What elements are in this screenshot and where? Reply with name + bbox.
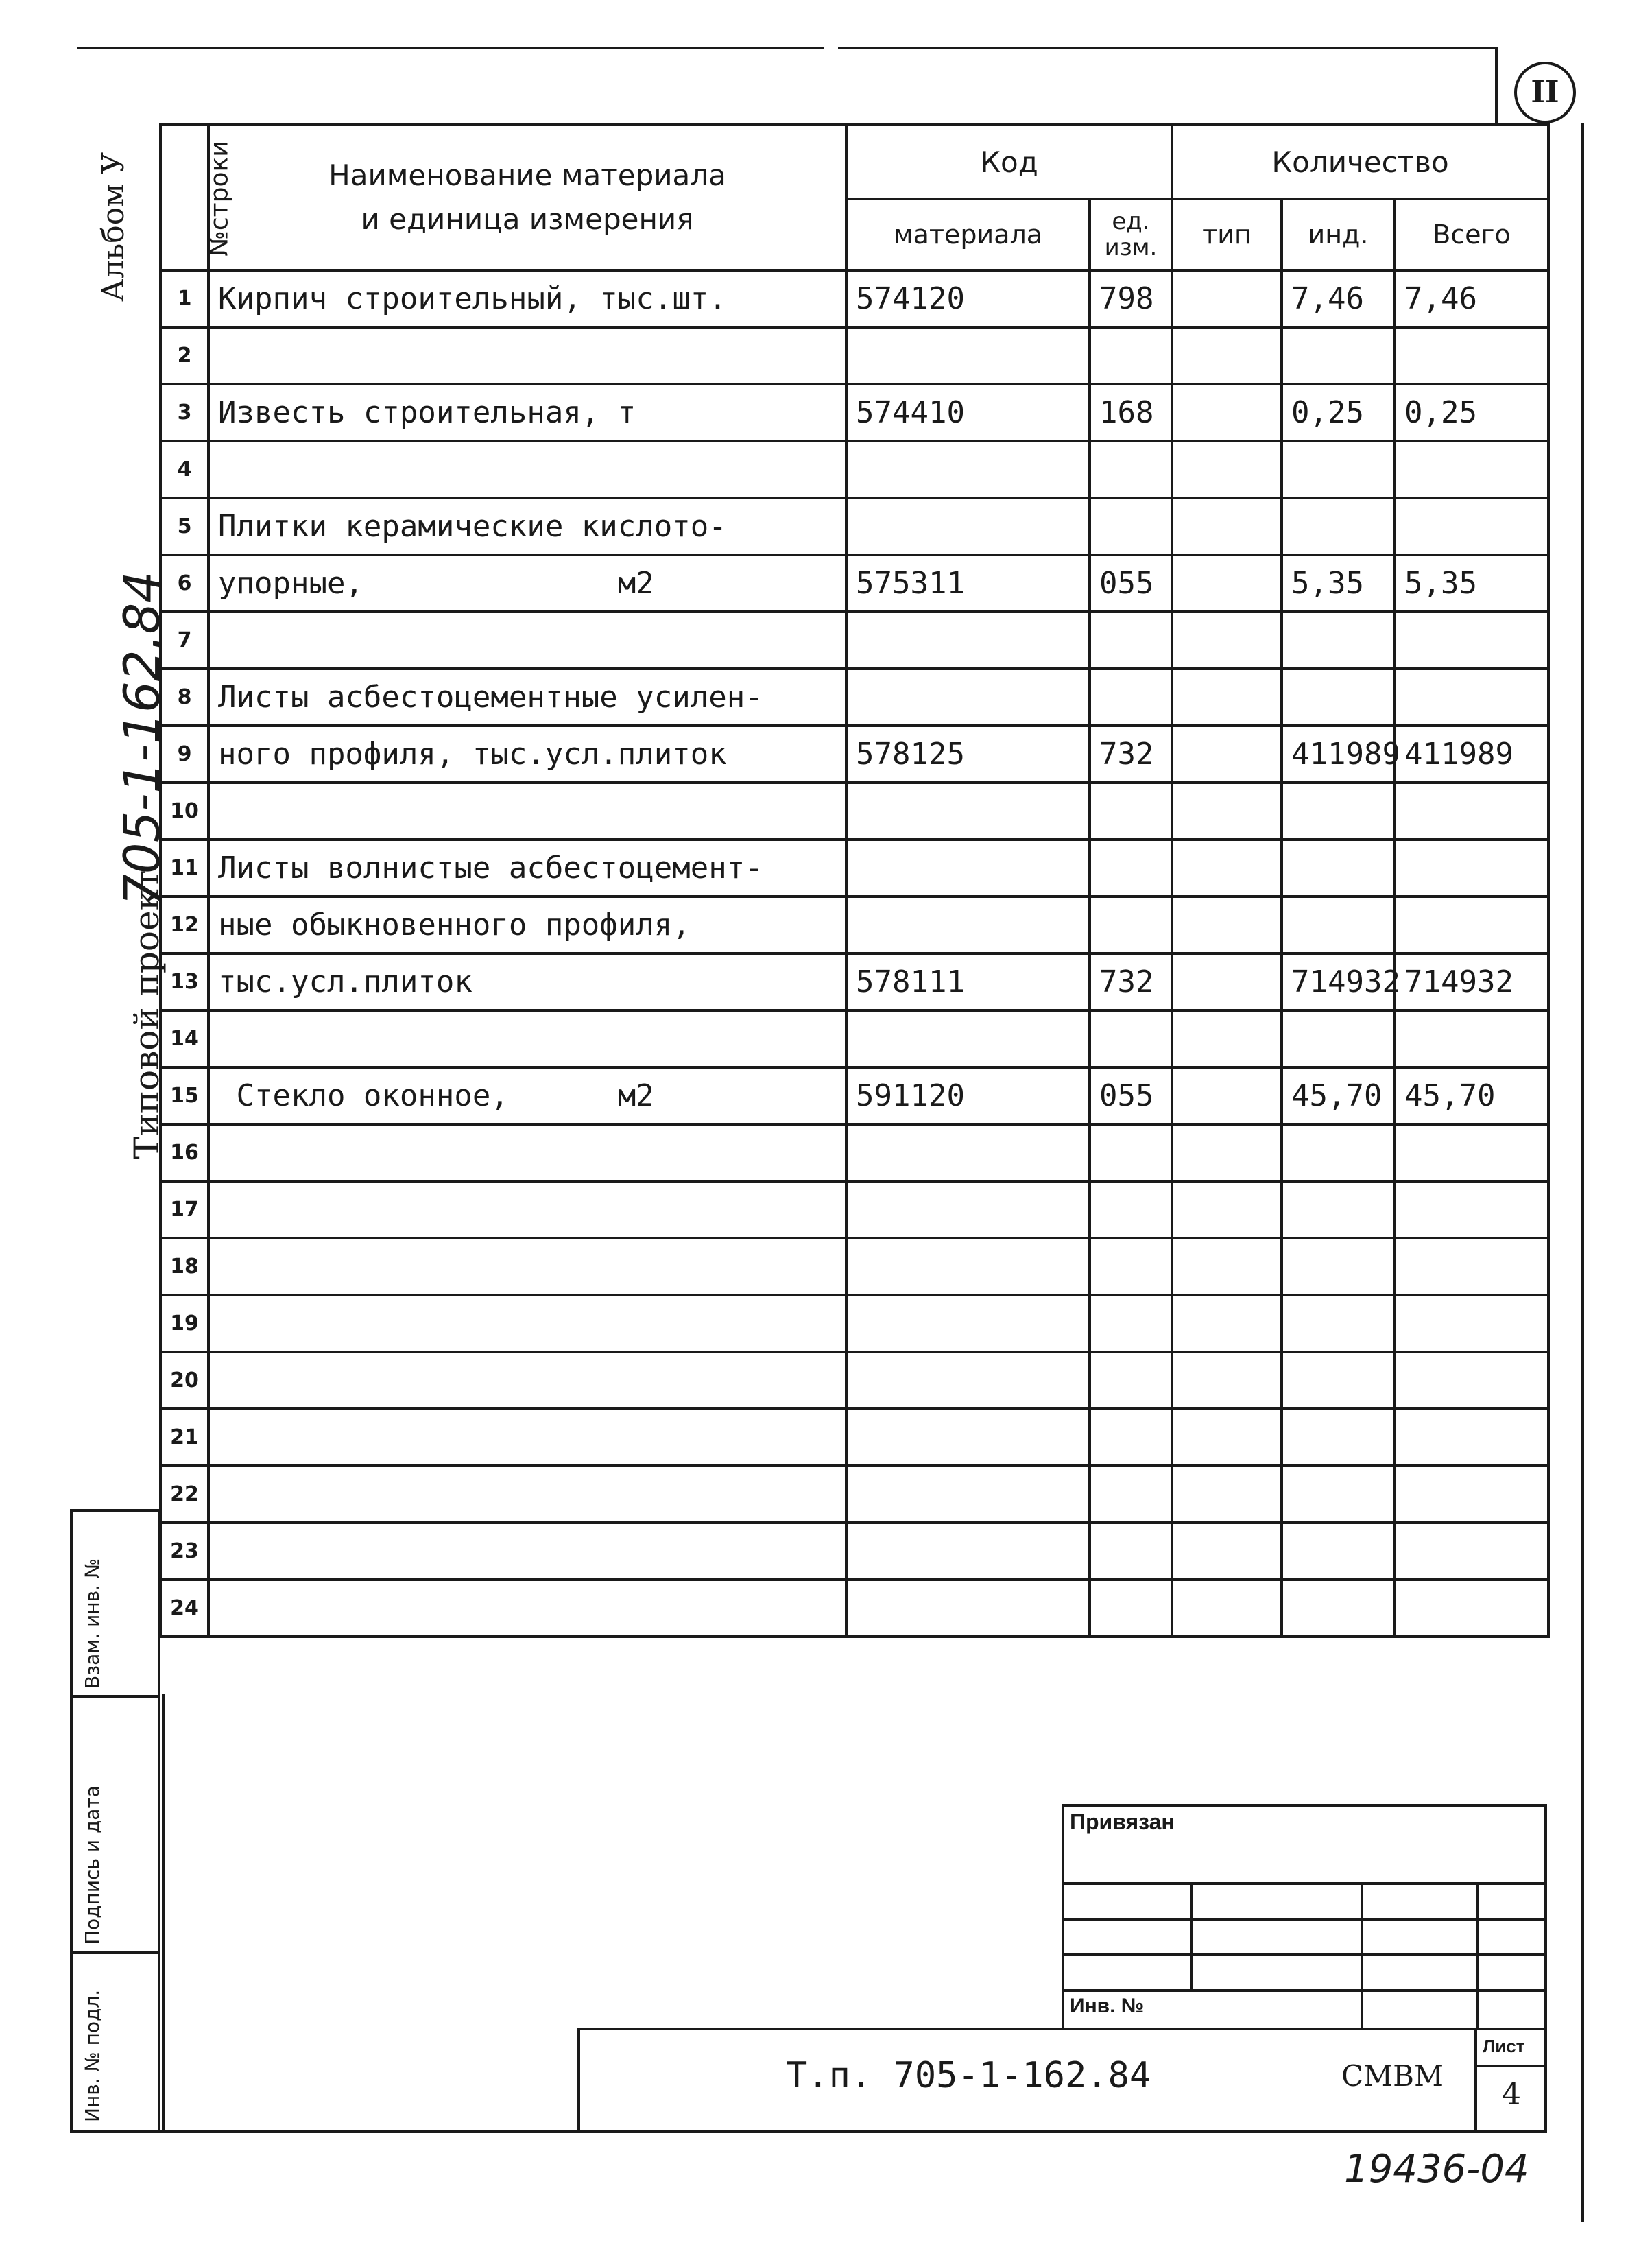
qty-ind-cell <box>1282 1181 1395 1238</box>
qty-total-cell <box>1395 441 1548 498</box>
qty-type-cell <box>1172 1124 1282 1181</box>
qty-type-cell <box>1172 327 1282 384</box>
privyazan-line-1 <box>1064 1882 1544 1885</box>
sheet-label: Лист <box>1483 2036 1525 2056</box>
material-name-cell: Плитки керамические кислото- <box>208 498 846 555</box>
qty-total-cell <box>1395 498 1548 555</box>
qty-type-cell <box>1172 441 1282 498</box>
unit-code-cell: 732 <box>1090 726 1172 783</box>
qty-ind-cell <box>1282 1580 1395 1637</box>
material-code-cell <box>846 441 1090 498</box>
qty-type-cell <box>1172 1523 1282 1580</box>
material-code-cell <box>846 896 1090 953</box>
table-row <box>160 270 1548 327</box>
qty-ind-cell <box>1282 498 1395 555</box>
material-code-cell: 574410 <box>846 384 1090 441</box>
qty-total-cell <box>1395 1580 1548 1637</box>
row-number-cell: 22 <box>160 1466 208 1523</box>
row-number-cell: 6 <box>160 555 208 612</box>
qty-total-cell <box>1395 1523 1548 1580</box>
inv-no-label: Инв. № <box>1070 1995 1145 2017</box>
material-code-cell <box>846 327 1090 384</box>
table-row <box>160 498 1548 555</box>
sheet-cell-divider <box>1474 2030 1477 2133</box>
qty-total-cell: 7,46 <box>1395 270 1548 327</box>
table-row <box>160 840 1548 896</box>
material-name-cell: Листы волнистые асбестоцемент- <box>208 840 846 896</box>
table-row <box>160 384 1548 441</box>
row-number-cell: 24 <box>160 1580 208 1637</box>
row-number-cell: 16 <box>160 1124 208 1181</box>
material-name-cell <box>208 783 846 840</box>
qty-type-cell <box>1172 384 1282 441</box>
material-code-cell <box>846 840 1090 896</box>
material-name-cell <box>208 1352 846 1409</box>
table-row <box>160 726 1548 783</box>
row-number-cell: 12 <box>160 896 208 953</box>
qty-ind-cell: 714932 <box>1282 953 1395 1010</box>
stamp-podpis-data <box>70 1695 160 1954</box>
qty-type-cell <box>1172 783 1282 840</box>
material-name-cell <box>208 1466 846 1523</box>
material-name-header: Наименование материала и единица измерения <box>208 125 846 270</box>
unit-code-cell <box>1090 1238 1172 1295</box>
qty-total-cell <box>1395 1010 1548 1067</box>
material-code-cell <box>846 1352 1090 1409</box>
row-number-cell: 15 <box>160 1067 208 1124</box>
material-code-cell: 575311 <box>846 555 1090 612</box>
qty-type-cell <box>1172 1238 1282 1295</box>
qty-ind-cell <box>1282 669 1395 726</box>
row-number-cell: 5 <box>160 498 208 555</box>
qty-ind-cell <box>1282 840 1395 896</box>
row-number-cell: 3 <box>160 384 208 441</box>
unit-code-cell <box>1090 441 1172 498</box>
table-row <box>160 1295 1548 1352</box>
material-code-cell <box>846 1181 1090 1238</box>
material-code-cell: 574120 <box>846 270 1090 327</box>
row-number-cell: 10 <box>160 783 208 840</box>
qty-total-header: Всего <box>1395 199 1548 270</box>
qty-type-cell <box>1172 612 1282 669</box>
materials-table <box>159 123 1550 1638</box>
code-material-header: материала <box>846 199 1090 270</box>
qty-total-cell <box>1395 1238 1548 1295</box>
table-row <box>160 1067 1548 1124</box>
unit-code-cell: 055 <box>1090 555 1172 612</box>
unit-code-cell: 055 <box>1090 1067 1172 1124</box>
material-name-cell: Кирпич строительный, тыс.шт. <box>208 270 846 327</box>
privyazan-block <box>1062 1804 1547 2030</box>
privyazan-line-3 <box>1064 1953 1544 1956</box>
unit-code-cell <box>1090 1409 1172 1466</box>
row-number-cell: 13 <box>160 953 208 1010</box>
material-code-cell <box>846 1466 1090 1523</box>
qty-total-cell <box>1395 669 1548 726</box>
material-code-cell <box>846 1523 1090 1580</box>
table-row <box>160 1523 1548 1580</box>
unit-code-cell <box>1090 783 1172 840</box>
material-name-cell: упорные, м2 <box>208 555 846 612</box>
qty-total-cell: 714932 <box>1395 953 1548 1010</box>
material-name-cell <box>208 612 846 669</box>
qty-type-cell <box>1172 953 1282 1010</box>
table-row <box>160 327 1548 384</box>
material-code-cell <box>846 783 1090 840</box>
right-border-line <box>1581 123 1584 2222</box>
row-number-cell: 19 <box>160 1295 208 1352</box>
qty-type-cell <box>1172 896 1282 953</box>
sheet-number: 4 <box>1502 2077 1521 2112</box>
qty-type-cell <box>1172 840 1282 896</box>
row-number-cell: 1 <box>160 270 208 327</box>
unit-code-cell: 732 <box>1090 953 1172 1010</box>
qty-ind-cell <box>1282 1523 1395 1580</box>
table-row <box>160 1409 1548 1466</box>
material-code-cell <box>846 1238 1090 1295</box>
material-code-cell <box>846 1124 1090 1181</box>
stamp-vzam-inv <box>70 1509 160 1698</box>
qty-ind-cell <box>1282 1409 1395 1466</box>
qty-ind-cell <box>1282 783 1395 840</box>
row-number-cell: 9 <box>160 726 208 783</box>
qty-ind-cell: 5,35 <box>1282 555 1395 612</box>
qty-total-cell <box>1395 612 1548 669</box>
material-code-cell <box>846 1580 1090 1637</box>
material-code-cell: 591120 <box>846 1067 1090 1124</box>
unit-code-cell <box>1090 1295 1172 1352</box>
material-name-cell <box>208 1181 846 1238</box>
qty-type-cell <box>1172 498 1282 555</box>
qty-total-cell: 45,70 <box>1395 1067 1548 1124</box>
qty-total-cell <box>1395 783 1548 840</box>
qty-type-cell <box>1172 669 1282 726</box>
row-number-header: №строки <box>160 125 208 270</box>
material-name-cell <box>208 441 846 498</box>
material-name-cell: тыс.усл.плиток <box>208 953 846 1010</box>
unit-code-cell <box>1090 1466 1172 1523</box>
qty-type-cell <box>1172 726 1282 783</box>
row-number-cell: 14 <box>160 1010 208 1067</box>
unit-code-cell <box>1090 1010 1172 1067</box>
privyazan-line-2 <box>1064 1918 1544 1921</box>
material-code-cell <box>846 1409 1090 1466</box>
privyazan-line-4 <box>1064 1989 1544 1992</box>
stamp-vzam-inv-label: Взам. инв. № <box>81 1558 104 1689</box>
left-inner-border <box>162 1694 165 2133</box>
unit-code-cell <box>1090 1523 1172 1580</box>
document-mark: СМВМ <box>1341 2059 1444 2093</box>
material-name-cell: Листы асбестоцементные усилен- <box>208 669 846 726</box>
qty-ind-header: инд. <box>1282 199 1395 270</box>
table-row <box>160 555 1548 612</box>
qty-ind-cell <box>1282 1295 1395 1352</box>
stamp-inv-podl <box>70 1951 160 2133</box>
material-name-cell <box>208 1523 846 1580</box>
qty-total-cell <box>1395 1295 1548 1352</box>
unit-code-cell <box>1090 896 1172 953</box>
qty-type-header: тип <box>1172 199 1282 270</box>
table-row <box>160 1352 1548 1409</box>
table-row <box>160 1124 1548 1181</box>
unit-code-cell <box>1090 1124 1172 1181</box>
material-name-cell: Стекло оконное, м2 <box>208 1067 846 1124</box>
table-row <box>160 896 1548 953</box>
material-name-cell: Известь строительная, т <box>208 384 846 441</box>
row-number-cell: 7 <box>160 612 208 669</box>
qty-total-cell <box>1395 1124 1548 1181</box>
table-row <box>160 783 1548 840</box>
qty-total-cell: 411989 <box>1395 726 1548 783</box>
album-caption: Альбом У <box>96 152 131 302</box>
qty-total-cell <box>1395 327 1548 384</box>
unit-code-cell <box>1090 498 1172 555</box>
qty-type-cell <box>1172 1181 1282 1238</box>
row-number-cell: 11 <box>160 840 208 896</box>
unit-code-cell: 168 <box>1090 384 1172 441</box>
qty-total-cell <box>1395 896 1548 953</box>
unit-code-cell <box>1090 612 1172 669</box>
row-number-cell: 20 <box>160 1352 208 1409</box>
sheet-badge: II <box>1514 62 1576 123</box>
material-name-cell <box>208 1409 846 1466</box>
material-name-cell <box>208 1295 846 1352</box>
table-row <box>160 612 1548 669</box>
project-number-handwritten: 705-1-162.84 <box>113 571 171 905</box>
qty-ind-cell: 411989 <box>1282 726 1395 783</box>
material-name-cell <box>208 327 846 384</box>
qty-total-cell <box>1395 1181 1548 1238</box>
qty-total-cell <box>1395 1409 1548 1466</box>
qty-ind-cell <box>1282 1466 1395 1523</box>
material-code-cell <box>846 1010 1090 1067</box>
qty-ind-cell <box>1282 1124 1395 1181</box>
row-number-cell: 4 <box>160 441 208 498</box>
material-name-cell <box>208 1124 846 1181</box>
quantity-header: Количество <box>1172 125 1548 199</box>
qty-ind-cell: 45,70 <box>1282 1067 1395 1124</box>
unit-code-cell <box>1090 840 1172 896</box>
row-number-cell: 8 <box>160 669 208 726</box>
document-stamp <box>577 2028 1547 2133</box>
table-row <box>160 441 1548 498</box>
qty-ind-cell <box>1282 1238 1395 1295</box>
privyazan-col-1 <box>1190 1882 1193 1992</box>
table-row <box>160 1466 1548 1523</box>
qty-total-cell <box>1395 1352 1548 1409</box>
qty-ind-cell <box>1282 1010 1395 1067</box>
unit-code-cell <box>1090 1352 1172 1409</box>
stamp-inv-podl-label: Инв. № подл. <box>81 1989 104 2122</box>
table-row <box>160 1010 1548 1067</box>
code-header: Код <box>846 125 1172 199</box>
qty-type-cell <box>1172 1580 1282 1637</box>
unit-code-cell <box>1090 327 1172 384</box>
archive-number: 19436-04 <box>1344 2147 1529 2191</box>
unit-code-cell: 798 <box>1090 270 1172 327</box>
qty-total-cell <box>1395 840 1548 896</box>
top-border-line-left <box>77 47 824 49</box>
project-caption: Типовой проект <box>127 870 167 1159</box>
row-number-cell: 17 <box>160 1181 208 1238</box>
qty-type-cell <box>1172 1409 1282 1466</box>
material-name-cell <box>208 1010 846 1067</box>
row-number-cell: 2 <box>160 327 208 384</box>
qty-type-cell <box>1172 1067 1282 1124</box>
stamp-podpis-data-label: Подпись и дата <box>81 1785 104 1945</box>
qty-type-cell <box>1172 1010 1282 1067</box>
top-right-tick <box>1495 47 1498 123</box>
qty-type-cell <box>1172 1352 1282 1409</box>
row-number-cell: 21 <box>160 1409 208 1466</box>
material-code-cell: 578111 <box>846 953 1090 1010</box>
code-unit-header: ед. изм. <box>1090 199 1172 270</box>
qty-ind-cell: 7,46 <box>1282 270 1395 327</box>
qty-total-cell: 0,25 <box>1395 384 1548 441</box>
material-code-cell: 578125 <box>846 726 1090 783</box>
material-name-cell: ного профиля, тыс.усл.плиток <box>208 726 846 783</box>
sheet-cell-line <box>1474 2065 1547 2067</box>
material-name-cell <box>208 1238 846 1295</box>
material-name-cell: ные обыкновенного профиля, <box>208 896 846 953</box>
unit-code-cell <box>1090 1580 1172 1637</box>
document-code: Т.п. 705-1-162.84 <box>786 2055 1151 2096</box>
table-row <box>160 953 1548 1010</box>
qty-total-cell <box>1395 1466 1548 1523</box>
qty-ind-cell <box>1282 441 1395 498</box>
qty-type-cell <box>1172 1295 1282 1352</box>
privyazan-col-2 <box>1361 1882 1363 2030</box>
material-code-cell <box>846 498 1090 555</box>
table-row <box>160 1238 1548 1295</box>
unit-code-cell <box>1090 1181 1172 1238</box>
table-row <box>160 1580 1548 1637</box>
privyazan-col-3 <box>1476 1882 1479 2030</box>
table-row <box>160 669 1548 726</box>
qty-ind-cell <box>1282 1352 1395 1409</box>
qty-type-cell <box>1172 555 1282 612</box>
row-number-cell: 23 <box>160 1523 208 1580</box>
qty-total-cell: 5,35 <box>1395 555 1548 612</box>
qty-ind-cell <box>1282 612 1395 669</box>
material-code-cell <box>846 1295 1090 1352</box>
qty-ind-cell <box>1282 896 1395 953</box>
row-number-cell: 18 <box>160 1238 208 1295</box>
material-name-cell <box>208 1580 846 1637</box>
qty-ind-cell: 0,25 <box>1282 384 1395 441</box>
unit-code-cell <box>1090 669 1172 726</box>
qty-ind-cell <box>1282 327 1395 384</box>
qty-type-cell <box>1172 270 1282 327</box>
material-code-cell <box>846 612 1090 669</box>
top-border-line-right <box>838 47 1496 49</box>
privyazan-label: Привязан <box>1070 1809 1175 1834</box>
table-row <box>160 1181 1548 1238</box>
material-code-cell <box>846 669 1090 726</box>
qty-type-cell <box>1172 1466 1282 1523</box>
